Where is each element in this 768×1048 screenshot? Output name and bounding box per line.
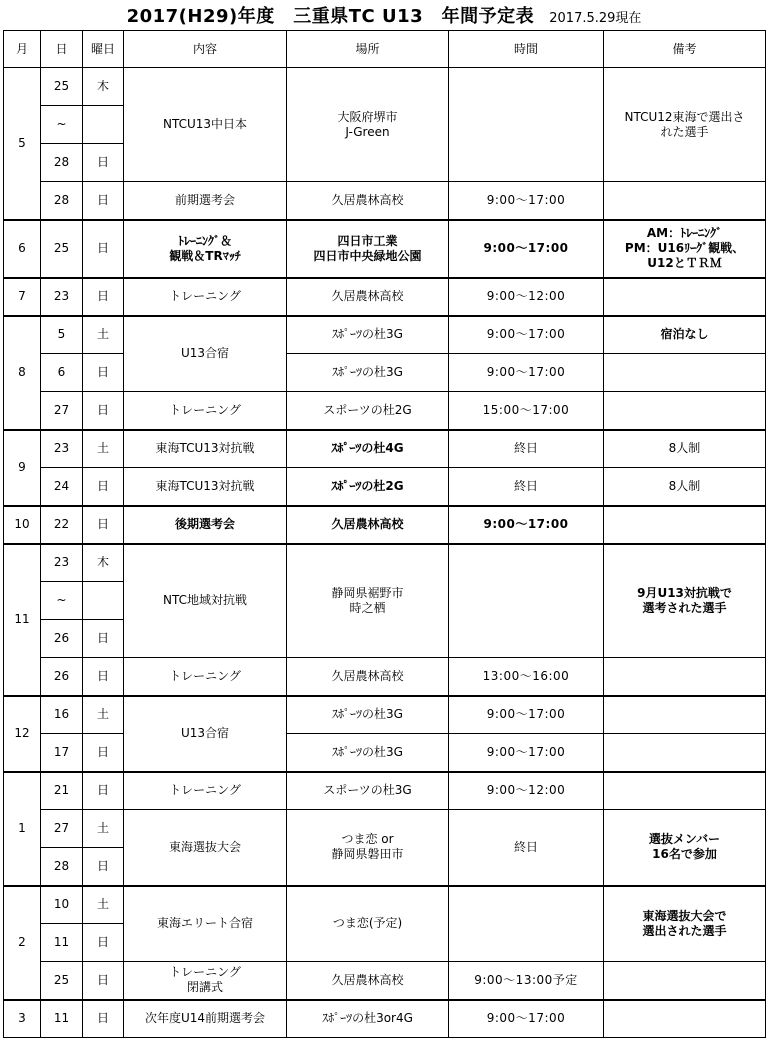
table-cell: 木	[83, 544, 124, 582]
table-cell: 10	[41, 886, 83, 924]
table-cell: つま恋 or 静岡県磐田市	[287, 810, 449, 886]
schedule-body	[4, 68, 766, 1038]
table-cell: AM：ﾄﾚｰﾆﾝｸﾞ PM：U16ﾘｰｸﾞ観戦、 U12とＴＲＭ	[604, 220, 766, 278]
table-cell: 日	[83, 924, 124, 962]
table-row	[4, 658, 766, 696]
column-header-place: 場所	[287, 31, 449, 68]
table-cell: 21	[41, 772, 83, 810]
table-cell	[604, 278, 766, 316]
table-cell	[604, 962, 766, 1000]
table-cell: 土	[83, 886, 124, 924]
table-cell	[449, 886, 604, 962]
table-cell: 9:00～13:00予定	[449, 962, 604, 1000]
table-cell: ｽﾎﾟｰﾂの杜3G	[287, 696, 449, 734]
column-header-month: 月	[4, 31, 41, 68]
table-cell: 東海TCU13対抗戦	[124, 468, 287, 506]
table-cell: 11	[41, 924, 83, 962]
table-cell: ~	[41, 106, 83, 144]
table-cell: NTCU13中日本	[124, 68, 287, 182]
table-cell: ｽﾎﾟｰﾂの杜3or4G	[287, 1000, 449, 1038]
table-cell: 9:00～17:00	[449, 696, 604, 734]
table-cell: 終日	[449, 430, 604, 468]
table-cell: 久居農林高校	[287, 278, 449, 316]
table-cell: 9:00～17:00	[449, 506, 604, 544]
table-cell	[604, 392, 766, 430]
table-cell: 9:00～12:00	[449, 772, 604, 810]
table-cell: 27	[41, 810, 83, 848]
table-cell: スポーツの杜3G	[287, 772, 449, 810]
table-cell: 土	[83, 316, 124, 354]
table-cell: 22	[41, 506, 83, 544]
table-cell: ~	[41, 582, 83, 620]
table-cell: 2	[4, 886, 41, 1000]
table-cell: 日	[83, 392, 124, 430]
table-cell: 9:00～17:00	[449, 182, 604, 220]
table-cell: ｽﾎﾟｰﾂの杜3G	[287, 316, 449, 354]
table-cell: 日	[83, 620, 124, 658]
table-cell: 日	[83, 848, 124, 886]
table-cell: 28	[41, 848, 83, 886]
table-cell: 宿泊なし	[604, 316, 766, 354]
table-cell: 日	[83, 734, 124, 772]
schedule-title	[0, 2, 768, 30]
table-cell: 久居農林高校	[287, 182, 449, 220]
table-cell: 9:00～17:00	[449, 354, 604, 392]
table-cell: 16	[41, 696, 83, 734]
table-row	[4, 544, 766, 582]
table-cell: 日	[83, 278, 124, 316]
table-cell: 10	[4, 506, 41, 544]
table-row	[4, 220, 766, 278]
table-cell: ｽﾎﾟｰﾂの杜2G	[287, 468, 449, 506]
table-cell: 9:00～17:00	[449, 220, 604, 278]
table-cell: 27	[41, 392, 83, 430]
schedule-table	[3, 30, 766, 1038]
table-cell: 9:00～17:00	[449, 1000, 604, 1038]
table-cell: 日	[83, 354, 124, 392]
table-cell: 日	[83, 182, 124, 220]
table-cell	[604, 658, 766, 696]
table-cell: トレーニング	[124, 658, 287, 696]
table-cell: 久居農林高校	[287, 658, 449, 696]
table-cell: 15:00～17:00	[449, 392, 604, 430]
table-cell: 日	[83, 772, 124, 810]
table-cell	[83, 582, 124, 620]
table-cell: 5	[41, 316, 83, 354]
table-cell: 26	[41, 658, 83, 696]
table-cell: 9:00～17:00	[449, 316, 604, 354]
column-header-content: 内容	[124, 31, 287, 68]
table-row	[4, 506, 766, 544]
table-cell: 11	[4, 544, 41, 696]
table-row	[4, 696, 766, 734]
table-cell: つま恋(予定)	[287, 886, 449, 962]
table-cell: 東海エリート合宿	[124, 886, 287, 962]
table-cell: 17	[41, 734, 83, 772]
table-cell: 26	[41, 620, 83, 658]
column-header-weekday: 曜日	[83, 31, 124, 68]
column-header-notes: 備考	[604, 31, 766, 68]
table-cell: 終日	[449, 810, 604, 886]
table-cell: 5	[4, 68, 41, 220]
table-cell: 東海TCU13対抗戦	[124, 430, 287, 468]
table-cell: 日	[83, 468, 124, 506]
table-cell	[604, 696, 766, 734]
table-cell: 木	[83, 68, 124, 106]
table-cell: 9:00～12:00	[449, 278, 604, 316]
table-cell: 日	[83, 220, 124, 278]
table-cell	[604, 506, 766, 544]
column-header-day: 日	[41, 31, 83, 68]
table-cell: 日	[83, 962, 124, 1000]
table-cell: 23	[41, 544, 83, 582]
table-row	[4, 392, 766, 430]
table-cell: 日	[83, 506, 124, 544]
table-cell	[604, 772, 766, 810]
table-cell: 土	[83, 430, 124, 468]
table-cell: NTCU12東海で選出さ れた選手	[604, 68, 766, 182]
table-cell: ｽﾎﾟｰﾂの杜3G	[287, 734, 449, 772]
table-cell	[83, 106, 124, 144]
table-cell: 23	[41, 430, 83, 468]
table-cell: 25	[41, 68, 83, 106]
table-row	[4, 316, 766, 354]
table-cell: 久居農林高校	[287, 962, 449, 1000]
table-row	[4, 182, 766, 220]
table-cell: 日	[83, 658, 124, 696]
table-cell: 前期選考会	[124, 182, 287, 220]
table-cell: 7	[4, 278, 41, 316]
table-cell: ﾄﾚｰﾆﾝｸﾞ＆ 観戦＆TRﾏｯﾁ	[124, 220, 287, 278]
table-cell: NTC地域対抗戦	[124, 544, 287, 658]
table-row	[4, 468, 766, 506]
table-cell: トレーニング	[124, 278, 287, 316]
header-row	[4, 31, 766, 68]
table-cell: 久居農林高校	[287, 506, 449, 544]
table-cell: 日	[83, 1000, 124, 1038]
table-cell: 8人制	[604, 468, 766, 506]
table-cell: 終日	[449, 468, 604, 506]
table-cell: 選抜メンバー 16名で参加	[604, 810, 766, 886]
table-cell: 8	[4, 316, 41, 430]
table-cell: ｽﾎﾟｰﾂの杜4G	[287, 430, 449, 468]
table-cell: 9:00～17:00	[449, 734, 604, 772]
table-row	[4, 886, 766, 924]
table-cell: 25	[41, 220, 83, 278]
table-cell: トレーニング	[124, 772, 287, 810]
table-cell: 11	[41, 1000, 83, 1038]
table-row	[4, 772, 766, 810]
table-cell: 9月U13対抗戦で 選考された選手	[604, 544, 766, 658]
table-cell: 9	[4, 430, 41, 506]
table-row	[4, 68, 766, 106]
table-cell: 東海選抜大会	[124, 810, 287, 886]
table-cell: 25	[41, 962, 83, 1000]
table-cell: 1	[4, 772, 41, 886]
table-cell	[604, 354, 766, 392]
table-cell: 3	[4, 1000, 41, 1038]
table-cell: 28	[41, 182, 83, 220]
table-cell: トレーニング 閉講式	[124, 962, 287, 1000]
table-row	[4, 278, 766, 316]
table-row	[4, 810, 766, 848]
table-cell: スポーツの杜2G	[287, 392, 449, 430]
table-cell: U13合宿	[124, 696, 287, 772]
table-cell: 日	[83, 144, 124, 182]
table-cell	[604, 734, 766, 772]
as-of-date: 2017.5.29現在	[549, 11, 642, 26]
table-cell: 13:00～16:00	[449, 658, 604, 696]
table-row	[4, 1000, 766, 1038]
table-cell: 大阪府堺市 J-Green	[287, 68, 449, 182]
table-cell: 8人制	[604, 430, 766, 468]
table-cell: 6	[41, 354, 83, 392]
table-cell: 12	[4, 696, 41, 772]
table-cell: トレーニング	[124, 392, 287, 430]
table-cell: U13合宿	[124, 316, 287, 392]
table-cell: 次年度U14前期選考会	[124, 1000, 287, 1038]
table-cell: 28	[41, 144, 83, 182]
table-row	[4, 734, 766, 772]
title-text: 2017(H29)年度 三重県TC U13 年間予定表	[126, 6, 535, 27]
table-row	[4, 354, 766, 392]
table-row	[4, 430, 766, 468]
table-cell	[604, 182, 766, 220]
table-cell: 土	[83, 810, 124, 848]
table-cell: 6	[4, 220, 41, 278]
table-cell: 静岡県裾野市 時之栖	[287, 544, 449, 658]
column-header-time: 時間	[449, 31, 604, 68]
table-cell	[449, 68, 604, 182]
table-cell: 四日市工業 四日市中央緑地公園	[287, 220, 449, 278]
table-cell	[449, 544, 604, 658]
table-cell	[604, 1000, 766, 1038]
table-cell: 24	[41, 468, 83, 506]
table-cell: 後期選考会	[124, 506, 287, 544]
table-row	[4, 962, 766, 1000]
table-cell: 東海選抜大会で 選出された選手	[604, 886, 766, 962]
table-cell: ｽﾎﾟｰﾂの杜3G	[287, 354, 449, 392]
table-cell: 23	[41, 278, 83, 316]
table-cell: 土	[83, 696, 124, 734]
